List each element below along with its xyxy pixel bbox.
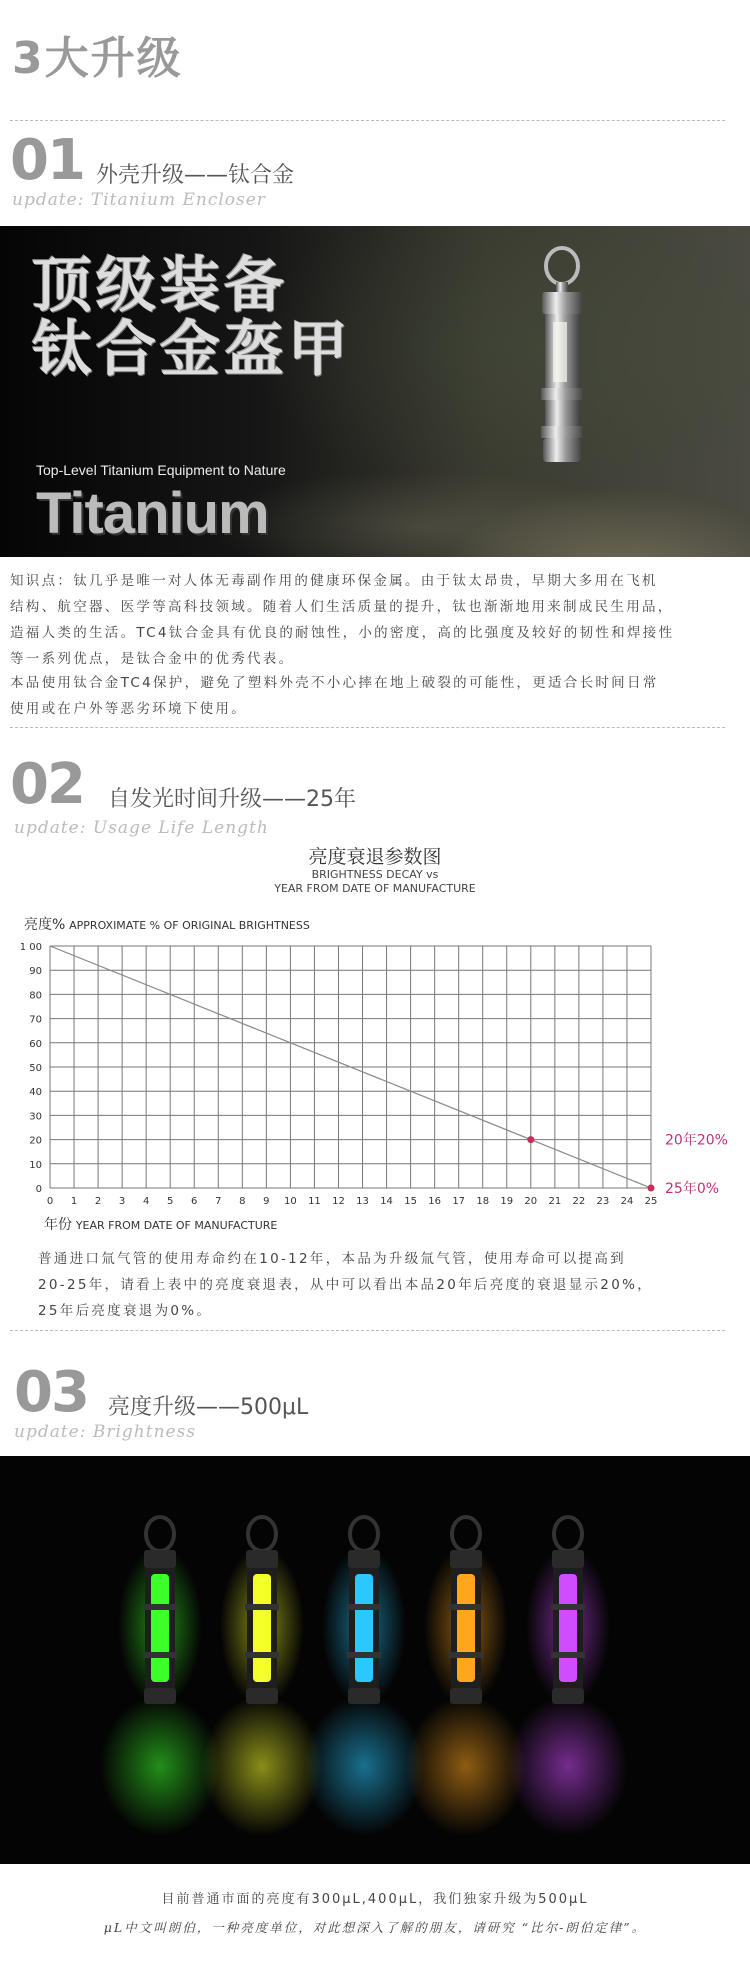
x-axis-label-en: YEAR FROM DATE OF MANUFACTURE — [75, 1219, 278, 1232]
x-tick-label: 20 — [524, 1196, 538, 1207]
y-tick-label: 20 — [29, 1135, 42, 1147]
lifespan-paragraph — [38, 1246, 728, 1324]
x-tick-label: 3 — [118, 1196, 126, 1207]
divider — [10, 120, 725, 121]
data-point-annotation: 20年20% — [665, 1132, 728, 1149]
section-update-caption: update: Usage Life Length — [14, 818, 269, 838]
tube-ring — [452, 1517, 480, 1551]
brightness-footer-line2: μL中文叫朗伯，一种亮度单位，对此想深入了解的朋友，请研究 “比尔-朗伯定律”。 — [103, 1920, 647, 1935]
x-tick-label: 5 — [167, 1196, 174, 1207]
product-paragraph — [10, 670, 738, 722]
x-tick-label: 25 — [644, 1196, 658, 1207]
tube-band — [551, 1652, 585, 1658]
glowing-tube — [304, 1517, 424, 1836]
tube-band — [245, 1652, 279, 1658]
banner-titanium-word: Titanium — [36, 481, 269, 546]
glowing-tube — [406, 1517, 526, 1836]
y-tick-label: 1 00 — [19, 942, 42, 953]
chart-subtitle-line2: YEAR FROM DATE OF MANUFACTURE — [274, 882, 476, 895]
banner-headline — [32, 251, 352, 385]
x-tick-label: 10 — [284, 1196, 297, 1207]
tube-light — [355, 1574, 373, 1682]
tube-base — [348, 1688, 380, 1704]
tube-light — [457, 1574, 475, 1682]
paragraph-line: 使用或在户外等恶劣环境下使用。 — [10, 701, 247, 717]
y-tick-label: 0 — [35, 1184, 42, 1195]
x-tick-label: 7 — [215, 1196, 222, 1207]
brightness-decay-chart — [0, 930, 750, 1220]
section-number: 02 — [10, 752, 84, 817]
y-tick-label: 90 — [29, 966, 42, 978]
tube-base — [552, 1688, 584, 1704]
x-tick-label: 16 — [428, 1196, 442, 1207]
divider — [10, 1330, 725, 1331]
tube-band — [551, 1604, 585, 1610]
y-axis-label-en: APPROXIMATE % OF ORIGINAL BRIGHTNESS — [69, 919, 310, 932]
section-update-caption: update: Titanium Encloser — [12, 190, 266, 210]
y-tick-label: 40 — [29, 1087, 42, 1099]
paragraph-line: 造福人类的生活。TC4钛合金具有优良的耐蚀性，小的密度，高的比强度及较好的韧性和焊接性 — [10, 625, 675, 641]
y-axis-label-cn: 亮度% — [24, 917, 66, 933]
x-tick-label: 19 — [500, 1196, 514, 1207]
tube-cap — [450, 1550, 482, 1568]
paragraph-line: 知识点：钛几乎是唯一对人体无毒副作用的健康环保金属。由于钛太昂贵，早期大多用在飞机 — [10, 573, 658, 589]
chart-subtitle — [0, 868, 750, 896]
tube-band — [347, 1604, 381, 1610]
tube-band — [449, 1652, 483, 1658]
tube-band — [449, 1604, 483, 1610]
tube-base — [246, 1688, 278, 1704]
x-tick-label: 2 — [94, 1196, 102, 1207]
x-axis-label-cn: 年份 — [44, 1217, 72, 1233]
x-tick-label: 12 — [332, 1196, 345, 1207]
tube-light — [559, 1574, 577, 1682]
glowing-tubes-image — [0, 1456, 750, 1864]
banner-headline-line2: 钛合金盔甲 — [32, 315, 352, 385]
tube-band — [143, 1604, 177, 1610]
section-title: 外壳升级——钛合金 — [96, 163, 295, 188]
brightness-footer-line1: 目前普通市面的亮度有300μL,400μL，我们独家升级为500μL — [161, 1892, 589, 1907]
x-tick-label: 13 — [356, 1196, 369, 1207]
glowing-tube — [100, 1517, 220, 1836]
keychain-illustration — [520, 226, 610, 557]
banner-subtitle: Top-Level Titanium Equipment to Nature — [36, 462, 286, 478]
tube-cap — [552, 1550, 584, 1568]
tube-ring — [554, 1517, 582, 1551]
section-number: 01 — [10, 128, 84, 193]
paragraph-line: 普通进口氚气管的使用寿命约在10-12年，本品为升级氚气管，使用寿命可以提高到 — [38, 1251, 626, 1267]
x-tick-label: 17 — [452, 1196, 466, 1207]
glowing-tube — [202, 1517, 322, 1836]
x-tick-label: 24 — [620, 1196, 634, 1207]
x-tick-label: 4 — [142, 1196, 150, 1207]
y-tick-label: 70 — [29, 1014, 42, 1026]
paragraph-line: 结构、航空器、医学等高科技领域。随着人们生活质量的提升，钛也渐渐地用来制成民生用品， — [10, 599, 674, 615]
x-tick-label: 6 — [191, 1196, 198, 1207]
x-tick-label: 22 — [572, 1196, 586, 1207]
x-tick-label: 18 — [476, 1196, 490, 1207]
tube-light — [151, 1574, 169, 1682]
paragraph-line: 等一系列优点，是钛合金中的优秀代表。 — [10, 651, 295, 667]
tube-band — [347, 1652, 381, 1658]
section-update-caption: update: Brightness — [14, 1422, 197, 1442]
banner-headline-line1: 顶级装备 — [32, 251, 288, 321]
data-point-marker — [527, 1136, 534, 1143]
x-tick-label: 8 — [239, 1196, 246, 1207]
y-tick-label: 10 — [29, 1159, 42, 1171]
x-tick-label: 23 — [596, 1196, 610, 1207]
x-tick-label: 1 — [70, 1196, 78, 1207]
tube-ring — [146, 1517, 174, 1551]
tube-reflection — [508, 1696, 628, 1836]
tube-base — [144, 1688, 176, 1704]
tube-band — [245, 1604, 279, 1610]
tube-base — [450, 1688, 482, 1704]
section-number: 03 — [14, 1360, 88, 1425]
titanium-banner-image — [0, 226, 750, 557]
section-title: 亮度升级——500μL — [108, 1395, 309, 1420]
paragraph-line: 25年后亮度衰退为0%。 — [38, 1303, 213, 1319]
page-title: 3大升级 — [12, 33, 183, 84]
x-tick-label: 15 — [404, 1196, 417, 1207]
tube-light — [253, 1574, 271, 1682]
glowing-tubes-illustration — [0, 1456, 750, 1864]
tube-cap — [246, 1550, 278, 1568]
y-tick-label: 50 — [29, 1063, 42, 1074]
tube-ring — [350, 1517, 378, 1551]
x-tick-label: 21 — [548, 1196, 562, 1207]
paragraph-line: 本品使用钛合金TC4保护，避免了塑料外壳不小心摔在地上破裂的可能性，更适合长时间日常 — [10, 675, 659, 691]
chart-title: 亮度衰退参数图 — [308, 846, 442, 868]
x-tick-label: 0 — [46, 1196, 54, 1207]
data-point-annotation: 25年0% — [665, 1181, 720, 1197]
x-tick-label: 9 — [263, 1196, 270, 1207]
tube-band — [143, 1652, 177, 1658]
glowing-tube — [508, 1517, 628, 1836]
tube-cap — [348, 1550, 380, 1568]
tube-cap — [144, 1550, 176, 1568]
y-tick-label: 80 — [29, 990, 42, 1002]
x-tick-label: 11 — [308, 1196, 321, 1207]
paragraph-line: 20-25年，请看上表中的亮度衰退表，从中可以看出本品20年后亮度的衰退显示20%， — [38, 1277, 654, 1293]
section-title: 自发光时间升级——25年 — [108, 787, 356, 812]
x-axis-label — [44, 1214, 277, 1234]
tube-ring — [248, 1517, 276, 1551]
data-point-marker — [648, 1185, 655, 1192]
x-tick-label: 14 — [380, 1196, 393, 1207]
y-tick-label: 30 — [29, 1111, 42, 1123]
knowledge-paragraph — [10, 568, 738, 672]
divider — [10, 727, 725, 728]
chart-subtitle-line1: BRIGHTNESS DECAY vs — [311, 868, 439, 881]
y-tick-label: 60 — [29, 1038, 42, 1050]
